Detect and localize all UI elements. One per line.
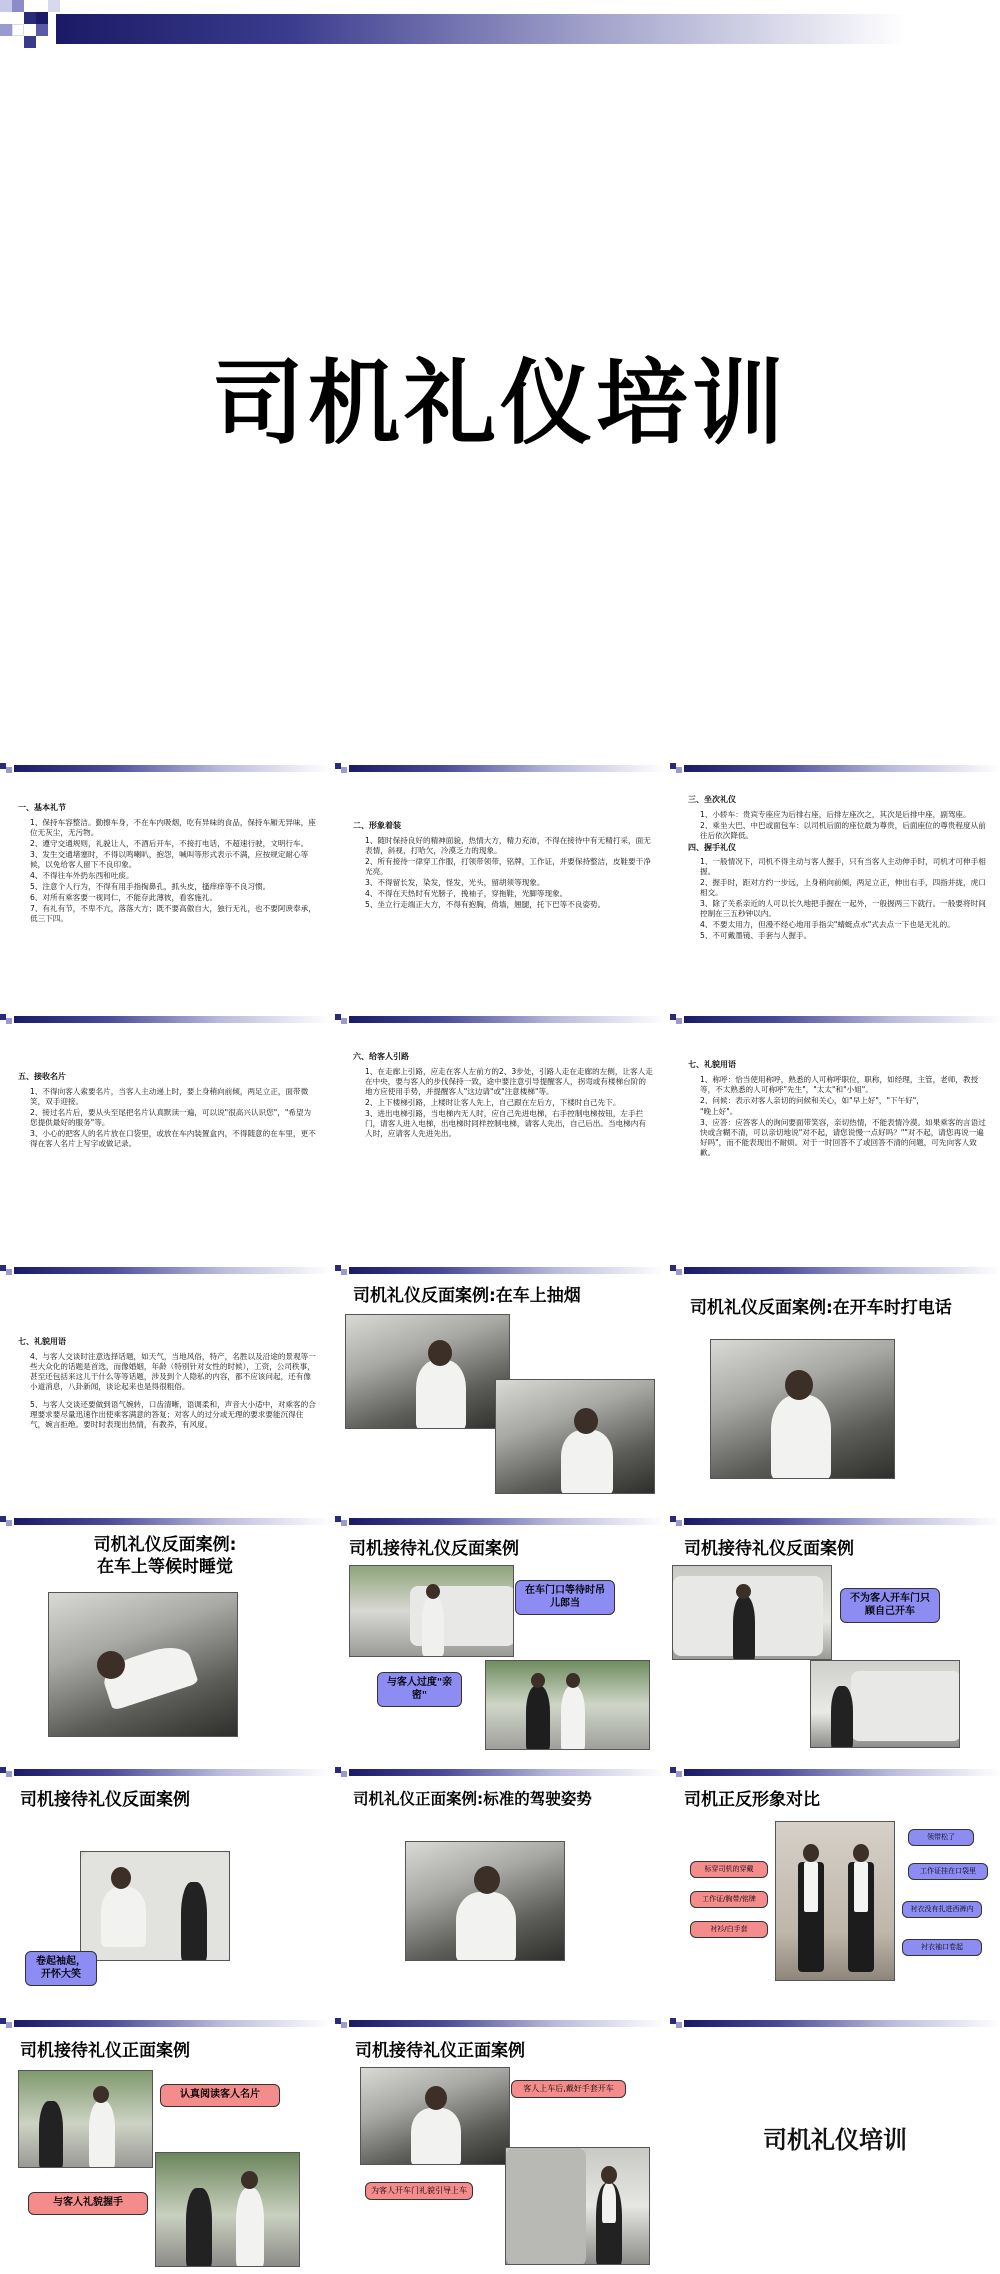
text-line: 6、对所有乘客要一视同仁，不能存此薄彼，看客施礼。	[30, 892, 218, 902]
text-line: 3、不得留长发，染发，怪发，光头，留胡须等现象。	[365, 877, 545, 887]
ending-title: 司机礼仪培训	[763, 2126, 907, 2154]
text-line: 1、不得向客人索要名片，当客人主动递上时，要上身稍向前倾，两足立正，面带微笑，双手迎接。	[30, 1086, 309, 1106]
driver-smoking-photo-2	[495, 1379, 655, 1494]
text-line: 2、问候：表示对客人亲切的问候和关心，如"早上好"，"下午好"，	[700, 1095, 924, 1105]
callout-gloves: 客人上车后,戴好手套开车	[511, 2080, 626, 2098]
slide-title: 司机正反形象对比	[684, 1790, 820, 1810]
driver-driving-off-photo	[810, 1660, 960, 1748]
label-standard-attire: 标穿司机的穿戴	[690, 1861, 768, 1878]
two-drivers-photo	[775, 1821, 895, 1981]
slide-basic-etiquette	[0, 757, 330, 1005]
slide-heading: 六、给客人引路	[353, 1052, 409, 1061]
slide-ending	[670, 2012, 1000, 2274]
slide-heading: 五、接收名片	[18, 1072, 66, 1081]
slide-band	[0, 763, 330, 773]
text-line: 2、所有接待一律穿工作服，打领带领带，铭牌，工作证，并要保持整洁，皮鞋要干净光亮。	[365, 856, 651, 876]
text-line: 1、称呼：恰当使用称呼，熟悉的人可称呼职位，职称，如经理，主管，老师，教授等，不太熟悉的人可称呼"先生"，"太太"和"小姐"。	[700, 1074, 979, 1094]
slide-image-comparison	[670, 1761, 1000, 2009]
text-line: 5、不可戴墨镜、手套与人握手。	[700, 931, 812, 941]
callout-laughing: 卷起袖起，开怀大笑	[25, 1951, 97, 1986]
slide-text-block	[18, 803, 318, 925]
slide-heading: 三、坐次礼仪	[688, 795, 736, 804]
slide-band	[335, 1265, 665, 1275]
slide-title: 司机接待礼仪反面案例	[20, 1790, 190, 1810]
driver-lounging-photo	[349, 1565, 514, 1657]
text-line: 1、一般情况下，司机不得主动与客人握手，只有当客人主动伸手时，司机才可伸手相握。	[700, 857, 986, 877]
driver-ignoring-door-photo	[672, 1565, 832, 1660]
label-cuffs-rolled: 衬衣袖口卷起	[902, 1939, 982, 1956]
text-line: 1、保持车容整洁。勤擦车身，不在车内吸烟，吃有异味的食品，保持车厢无异味，座位无灰尘，无污物。	[30, 817, 316, 837]
slide-band	[0, 1014, 330, 1024]
slide-band	[670, 763, 1000, 773]
text-line: 2、上下楼梯引路，上楼时让客人先上，自己跟在左后方，下楼时自己先下。	[365, 1097, 621, 1107]
slide-title	[0, 1534, 330, 1578]
slide-band	[670, 2018, 1000, 2028]
slide-title-line: 在车上等候时睡觉	[97, 1557, 233, 1578]
callout-read-card: 认真阅读客人名片	[160, 2084, 280, 2107]
text-line: 7、有礼有节，不卑不亢，落落大方；既不要高傲自大，独行无礼，也不要阿谀奉承，低三下四。	[30, 903, 316, 923]
slide-band	[670, 1265, 1000, 1275]
slide-text-block	[353, 821, 653, 911]
text-line: 4、不得往车外扔东西和吐痰。	[30, 870, 134, 880]
handshake-photo	[155, 2152, 300, 2267]
label-badge: 工作证/胸带/铭牌	[690, 1891, 768, 1908]
slide-heading: 二、形象着装	[353, 821, 401, 830]
slide-band	[0, 1265, 330, 1275]
slide-guiding-guests	[335, 1008, 665, 1256]
slide-title-line: 司机礼仪反面案例:	[93, 1535, 237, 1555]
slide-phone-case	[670, 1259, 1000, 1507]
reading-card-photo	[18, 2070, 153, 2168]
slide-heading: 四、握手礼仪	[688, 842, 736, 852]
slide-reception-positive-1	[0, 2012, 330, 2274]
callout-no-door: 不为客人开车门只顾自己开车	[840, 1588, 940, 1623]
text-line: 4、不要太用力，但漫不经心地用手指尖"蜻蜓点水"式去点一下也是无礼的。	[700, 920, 955, 930]
open-door-photo	[505, 2147, 650, 2265]
slide-text-block	[688, 1060, 988, 1159]
callout-open-door: 为客人开车门礼貌引导上车	[365, 2182, 473, 2200]
slide-heading: 七、礼貌用语	[18, 1337, 66, 1346]
title-slide	[0, 0, 1000, 750]
slide-polite-language-1	[670, 1008, 1000, 1256]
slide-band	[335, 1767, 665, 1777]
text-line: 2、遵守交通规则，礼貌让人，不酒后开车，不接打电话，不超速行驶，文明行车。	[30, 838, 309, 848]
driver-posture-photo	[405, 1841, 565, 1961]
driver-gloves-photo	[360, 2067, 510, 2165]
slide-title: 司机接待礼仪正面案例	[355, 2041, 525, 2061]
slide-band	[335, 763, 665, 773]
slide-driving-posture	[335, 1761, 665, 2009]
text-line: 5、注意个人行为，不得有用手指掏鼻孔，抓头皮，搔痒痒等不良习惯。	[30, 881, 271, 891]
text-line: 5、坐立行走端正大方，不得有抱胸，倚墙，翘腿，托下巴等不良姿势。	[365, 899, 606, 909]
slide-band	[335, 1014, 665, 1024]
slide-polite-language-2	[0, 1259, 330, 1507]
text-line: 1、小轿车：贵宾专座应为后排右座，后排左座次之，其次是后排中座，副驾座。	[700, 809, 971, 819]
slide-title: 司机接待礼仪正面案例	[20, 2041, 190, 2061]
slide-sleeping-case	[0, 1510, 330, 1758]
slide-text-block	[18, 1072, 318, 1150]
slide-heading: 七、礼貌用语	[688, 1060, 736, 1069]
text-line: 2、握手时，距对方约一步远，上身稍向前倾，两足立正，伸出右手，四指并拢，虎口相交。	[700, 878, 986, 898]
label-shirt-gloves: 衬衫/白手套	[690, 1921, 768, 1938]
driver-sleeping-photo	[48, 1592, 238, 1737]
text-line: 4、不得在天热时有光膀子，挽袖子，穿拖鞋，光脚等现象。	[365, 888, 568, 898]
label-shirt-untucked: 衬衣没有扎进西裤内	[902, 1901, 982, 1918]
text-line: 3、进出电梯引路，当电梯内无人时，应自己先进电梯，右手控制电梯按钮，左手拦门，请客人进入电梯，出电梯时同样控制电梯，请客人先出，自己后出。当电梯内有人时，应请客人先进先出。	[365, 1108, 646, 1138]
slide-reception-positive-2	[335, 2012, 665, 2274]
slide-text-block	[18, 1337, 318, 1431]
slide-band	[0, 1516, 330, 1526]
slide-title: 司机接待礼仪反面案例	[349, 1539, 519, 1559]
slide-reception-negative-3	[0, 1761, 330, 2009]
callout-handshake: 与客人礼貌握手	[28, 2192, 148, 2215]
slide-seating-handshake	[670, 757, 1000, 1005]
text-line: 3、发生交通堵塞时，不得以鸣喇叭，抱怨，喊叫等形式表示不满，应按规定耐心等候，以免给客人留下不良印象。	[30, 849, 309, 869]
slide-band	[0, 1767, 330, 1777]
slide-text-block	[353, 1052, 653, 1140]
driver-phone-photo	[710, 1339, 895, 1479]
driver-smoking-photo	[345, 1314, 510, 1429]
text-line: 1、随时保持良好的精神面貌，热情大方，精力充沛，不得在接待中有无精打采，面无表情，斜视，打哈欠，冷漠乏力的现象。	[365, 835, 651, 855]
slide-heading: 一、基本礼节	[18, 803, 66, 812]
driver-over-familiar-photo	[485, 1660, 650, 1750]
text-line: 2、乘坐大巴、中巴或面包车：以司机后面的座位最为尊贵，后面座位的尊贵程度从前往后依次降低。	[700, 820, 986, 840]
slide-title: 司机礼仪反面案例:在开车时打电话	[690, 1298, 952, 1318]
text-line: 2、接过名片后，要从头至尾把名片认真默读一遍，可以说"很高兴认识您"，"希望为您提供最好的服务"等。	[30, 1107, 312, 1127]
slide-band	[335, 1516, 665, 1526]
text-line: 3、小心的把客人的名片放在口袋里，或放在车内装置盒内，不得随意的在车里，更不得在客人名片上写字或做记录。	[30, 1128, 316, 1148]
header-gradient-band	[56, 14, 1000, 44]
label-loose-tie: 领带松了	[908, 1829, 974, 1846]
text-line: 1、在走廊上引路，应走在客人左前方的2、3步处，引路人走在走廊的左侧，让客人走在中央，要与客人的步伐保持一致，途中要注意引导提醒客人，拐弯或有楼梯台阶的地方应使用手势，并提醒客人"这边请"或"注意楼梯"等。	[365, 1066, 653, 1096]
slide-appearance	[335, 757, 665, 1005]
slide-title: 司机接待礼仪反面案例	[684, 1539, 854, 1559]
text-line: 3、应答：应答客人的询问要面带笑容，亲切热情，不能表情冷漠。如果乘客的言语过快或含糊不清，可以亲切地说"对不起，请您说慢一点好吗？""对不起，请您再说一遍好吗"，而不能表现出不耐烦。对于一时回答不了或回答不清的问题，可先向客人致歉。	[700, 1117, 986, 1157]
slide-title: 司机礼仪反面案例:在车上抽烟	[353, 1286, 581, 1306]
slide-text-block	[688, 795, 988, 942]
text-line: 5、与客人交谈还要做到语气婉转，口齿清晰，语调柔和，声音大小适中，对乘客的合理要求要尽量迅速作出使乘客满意的答复；对客人的过分或无理的要求要能沉得住气，婉言拒绝。要时时表现出热情，有教养，有风度。	[30, 1399, 316, 1429]
slide-business-card	[0, 1008, 330, 1256]
text-line: 4、与客人交谈时注意选择话题，如天气，当地风俗，特产，名胜以及沿途的景观等一些大众化的话题是首选，而像婚姻，年龄（特别针对女性的时候），工资，公司秩事，甚至还包括来这儿干什么等等话题，涉及到个人隐私的内容，都不应该问起，还有像小道消息，八卦新闻，谈论起来也是得很粗俗。	[30, 1351, 316, 1391]
slide-band	[670, 1516, 1000, 1526]
label-badge-in-pocket: 工作证挂在口袋里	[908, 1863, 988, 1880]
slide-band	[0, 2018, 330, 2028]
callout-over-familiar: 与客人过度"亲密"	[377, 1672, 462, 1707]
callout-lounging: 在车门口等待时吊儿郎当	[515, 1580, 615, 1615]
slide-reception-negative-2	[670, 1510, 1000, 1758]
slide-band	[670, 1767, 1000, 1777]
slide-reception-negative-1	[335, 1510, 665, 1758]
text-line: 3、除了关系亲近的人可以长久地把手握在一起外，一般握两三下就行。一般要将时间控制在三五秒钟以内。	[700, 899, 986, 919]
slide-smoking-case	[335, 1259, 665, 1507]
slide-title: 司机礼仪正面案例:标准的驾驶姿势	[353, 1790, 592, 1808]
slide-band	[335, 2018, 665, 2028]
main-title: 司机礼仪培训	[211, 350, 788, 457]
slide-band	[670, 1014, 1000, 1024]
text-line: "晚上好"。	[700, 1106, 738, 1116]
driver-laughing-photo	[80, 1851, 230, 1961]
